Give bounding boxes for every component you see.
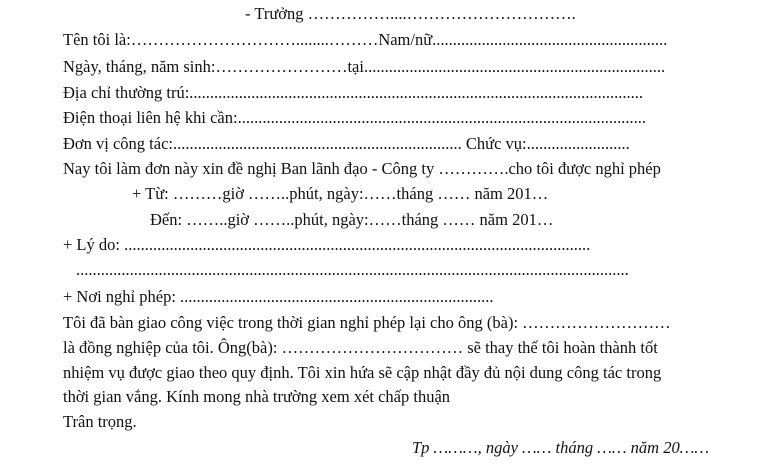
closing-line: Trân trọng. [63,412,137,431]
unit-position-line: Đơn vị công tác:...................................................................... Chức vụ:......................... [63,134,630,153]
reason-line: + Lý do: ................................................................................................................. [63,235,591,254]
phone-line: Điện thoại liên hệ khi cần:................................................................................................... [63,108,646,127]
birth-line: Ngày, tháng, năm sinh:……………………tại......................................................................... [63,57,666,76]
date-place-line: Tp ………, ngày …… tháng …… năm 20…… [412,438,710,457]
colleague-line: là đồng nghiệp của tôi. Ông(bà): …………………………… sẽ thay thế tôi hoàn thành tốt [63,338,658,357]
recipient-line: - Trưởng ……………....…………………………. [245,4,576,23]
leave-place-line: + Nơi nghỉ phép: ............................................................................ [63,287,494,306]
handover-line: Tôi đã bàn giao công việc trong thời gian nghỉ phép lại cho ông (bà): ……………………… [63,313,671,332]
from-time-line: + Từ: ………giờ ……..phút, ngày:……tháng …… năm 201… [132,184,549,203]
request-line: Nay tôi làm đơn này xin đề nghị Ban lãnh đạo - Công ty ………….cho tôi được nghỉ phép [63,159,661,178]
to-time-line: Đến: ……..giờ ……..phút, ngày:……tháng …… năm 201… [150,210,554,229]
duty-line: nhiệm vụ được giao theo quy định. Tôi xin hứa sẽ cập nhật đầy đủ nội dung công tác trong [63,363,662,382]
reason-continuation-line: ...................................................................................................................................... [76,260,629,279]
name-gender-line: Tên tôi là:…………………………........………Nam/nữ......................................................... [63,30,668,49]
address-line: Địa chỉ thường trú:.............................................................................................................. [63,83,644,102]
absence-line: thời gian vắng. Kính mong nhà trường xem xét chấp thuận [63,387,451,406]
